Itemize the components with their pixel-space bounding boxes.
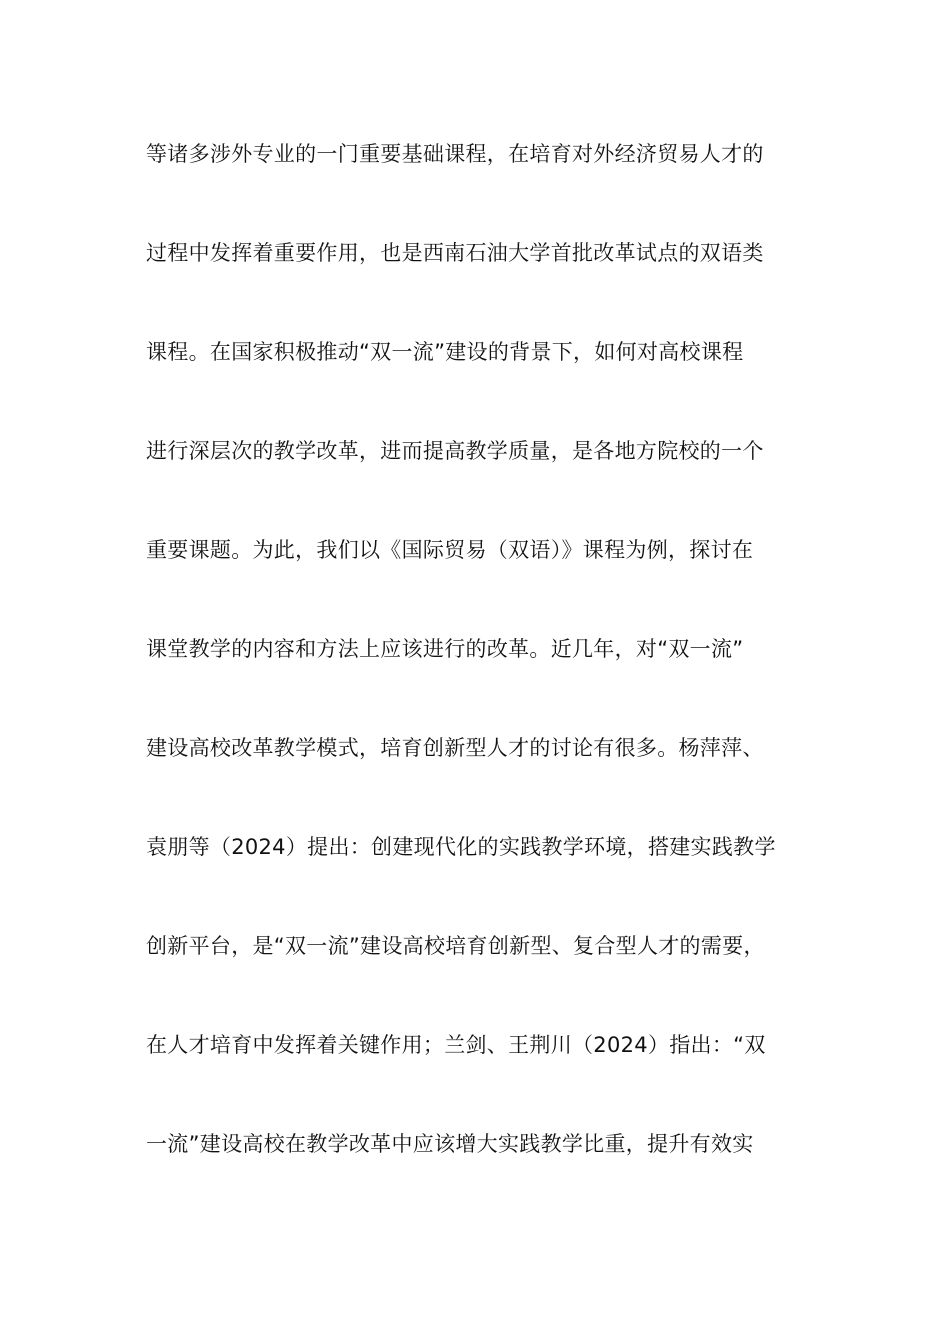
text-line: 等诸多涉外专业的一门重要基础课程，在培育对外经济贸易人才的 [146,142,764,166]
text-line: 一流”建设高校在教学改革中应该增大实践教学比重，提升有效实 [146,1132,754,1156]
text-line: 进行深层次的教学改革，进而提高教学质量，是各地方院校的一个 [146,439,764,463]
text-line: 在人才培育中发挥着关键作用；兰剑、王荆川（2024）指出：“双 [146,1033,766,1057]
text-line: 课堂教学的内容和方法上应该进行的改革。近几年，对“双一流” [146,637,744,661]
text-line: 创新平台，是“双一流”建设高校培育创新型、复合型人才的需要， [146,934,765,958]
text-line: 建设高校改革教学模式，培育创新型人才的讨论有很多。杨萍萍、 [146,736,764,760]
body-paragraph [146,130,836,1219]
text-line: 过程中发挥着重要作用，也是西南石油大学首批改革试点的双语类 [146,241,764,265]
text-line: 重要课题。为此，我们以《国际贸易（双语）》课程为例，探讨在 [146,538,754,562]
text-line: 袁朋等（2024）提出：创建现代化的实践教学环境，搭建实践教学 [146,835,776,859]
text-line: 课程。在国家积极推动“双一流”建设的背景下，如何对高校课程 [146,340,744,364]
